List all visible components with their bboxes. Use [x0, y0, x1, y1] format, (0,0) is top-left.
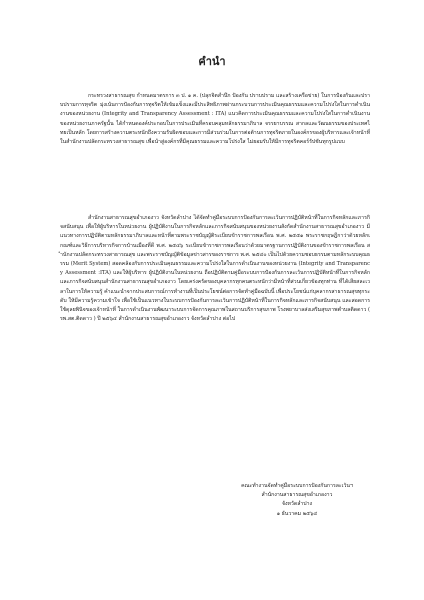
intro-paragraph: กระทรวงสาธารณสุข กำหนดมาตรการ ๓ ป. ๑ ค. (ปลุกจิตสำนึก ป้องกัน ปราบปราม และสร้างเครือข่าย) ในการป้องกันและปราบปรามการทุจริต มุ่งเน้นการป้องกันการทุจริตให้เข้มแข็งและมีประสิทธิภาพผ่านกระบวนการประเมินคุณธรรมและความโปร่งใสในการดำเนินงานของหน่วยงาน (Integrity and Transparency Assessment : ITA) แนวคิดการประเมินคุณธรรมและความโปร่งใสในการดำเนินงานของหน่วยงานภาครัฐนั้น ได้กำหนดองค์ประกอบในการประเมินที่ครอบคลุมหลักธรรมาภิบาล จรรยาบรรณ สากลและวัฒนธรรมของประเทศไทยเป็นหลัก โดยการสร้างความตระหนักถึงความรับผิดชอบและการมีส่วนร่วมในการต่อต้านการทุจริตภายในองค์กรของผู้บริหารและเจ้าหน้าที่ในสำนักงานปลัดกระทรวงสาธารณสุข เพื่อนำสู่องค์กรที่มีคุณธรรมและความโปร่งใส ไม่ยอมรับให้มีการทุจริตคอร์รัปชันทุกรูปแบบ: [60, 93, 370, 146]
signature-province: จังหวัดลำปาง: [281, 501, 313, 508]
signature-office: สำนักงานสาธารณสุขอำเภองาว: [261, 492, 333, 499]
signature-block: [222, 482, 372, 519]
body-paragraph: สำนักงานสาธารณสุขอำเภองาว จังหวัดลำปาง ได้จัดทำคู่มือระบบการป้องกันการละเว้นการปฏิบัติหน้าที่ในการกิจหลักและภารกิจสนับสนุน เพื่อให้ผู้บริหารในหน่วยงาน ผู้ปฏิบัติงานในการกิจหลักและภารกิจสนับสนุนของหน่วยงานสังกัดสำนักงานสาธารณสุขอำเภองาว มีแนวทางการปฏิบัติตามหลักธรรมาภิบาลและหน้าที่ตามพระราชบัญญัติระเบียบข้าราชการพลเรือน พ.ศ. ๒๕๕๑ พระราชกฤษฎีกาว่าด้วยหลักเกณฑ์และวิธีการบริหารกิจการบ้านเมืองที่ดี พ.ศ. ๒๕๔๖ ระเบียบข้าราชการพลเรือนว่าด้วยมาตรฐานการปฏิบัติงานของข้าราชการพลเรือน สำนักงานปลัดกระทรวงสาธารณสุข และพระราชบัญญัติข้อมูลข่าวสารของราชการ พ.ศ. ๒๕๔๐ เป็นไปด้วยความชอบธรรมตามหลักระบบคุณธรรม (Merit System) สอดคล้องกับการประเมินคุณธรรมและความโปร่งใสในการดำเนินงานของหน่วยงาน (Integrity and Transparency Assessment :ITA) และให้ผู้บริหาร ผู้ปฏิบัติงานในหน่วยงาน ถือปฏิบัติตามคู่มือระบบการป้องกันการละเว้นการปฏิบัติหน้าที่ในการกิจหลักและภารกิจสนับสนุนสำนักงานสาธารณสุขอำเภองาว โดยเคร่งครัดของบุคลากรทุกคนตระหนักว่ามีหน้าที่ส่วนเกี่ยวข้องทุกท่าน ที่ได้เสียสละเวลาในการให้ความรู้ คำแนะนำจากประสบการณ์การทำงานที่เป็นประโยชน์ต่อการจัดทำคู่มือฉบับนี้ เพื่อประโยชน์แก่บุคลากรสาธารณสุขทุกระดับ ให้มีความรู้ความเข้าใจ เพื่อใช้เป็นแนวทางในระบบการป้องกันการละเว้นการปฏิบัติหน้าที่ในการกิจหลักและภารกิจสนับสนุน และสอดการใช้ดุลยพินิจของเจ้าหน้าที่ ในการดำเนินงานพัฒนาระบบการจัดการคุณภาพในสถานบริการสุขภาพ โรงพยาบาลส่งเสริมสุขภาพตำบลติดดาว ( รพ.สต.ติดดาว ) ปี ๒๕๖๔ สำนักงานสาธารณสุขอำเภองาว จังหวัดลำปาง ต่อไป: [60, 215, 370, 323]
signature-committee: คณะทำงานจัดทำคู่มือระบบการป้องกันการละเว้นฯ: [241, 483, 353, 489]
signature-date: ๑ ธันวาคม ๒๕๖๔: [276, 510, 318, 517]
document-title: คำนำ: [198, 55, 226, 68]
